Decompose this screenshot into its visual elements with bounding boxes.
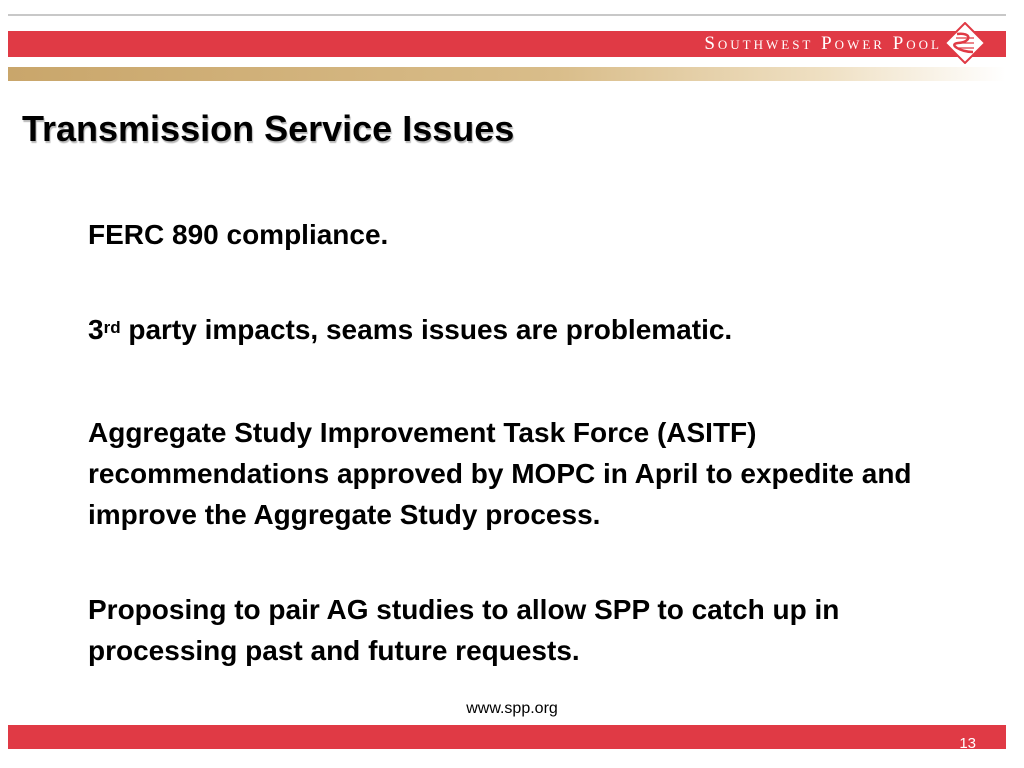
- footer-band: [8, 725, 1006, 749]
- footer-url: www.spp.org: [466, 700, 558, 717]
- ordinal-superscript: rd: [103, 318, 121, 337]
- bullet-item: [88, 309, 732, 350]
- bullet-text: party impacts, seams issues are problematic.: [120, 314, 733, 345]
- page-number: 13: [959, 735, 976, 752]
- bullet-item: Proposing to pair AG studies to allow SPP to catch up in processing past and future requests.: [88, 594, 840, 666]
- bullet-item: Aggregate Study Improvement Task Force (ASITF) recommendations approved by MOPC in April to expedite and improve the Aggregate Study process.: [88, 417, 912, 530]
- slide-title: Transmission Service Issues: [22, 108, 515, 149]
- bullet-prefix: 3: [88, 314, 104, 345]
- bullet-item: FERC 890 compliance.: [88, 219, 389, 250]
- brand-name: Southwest Power Pool: [704, 33, 942, 54]
- spp-logo-icon: [944, 22, 986, 64]
- accent-band: [8, 67, 1006, 81]
- top-divider: [8, 14, 1006, 16]
